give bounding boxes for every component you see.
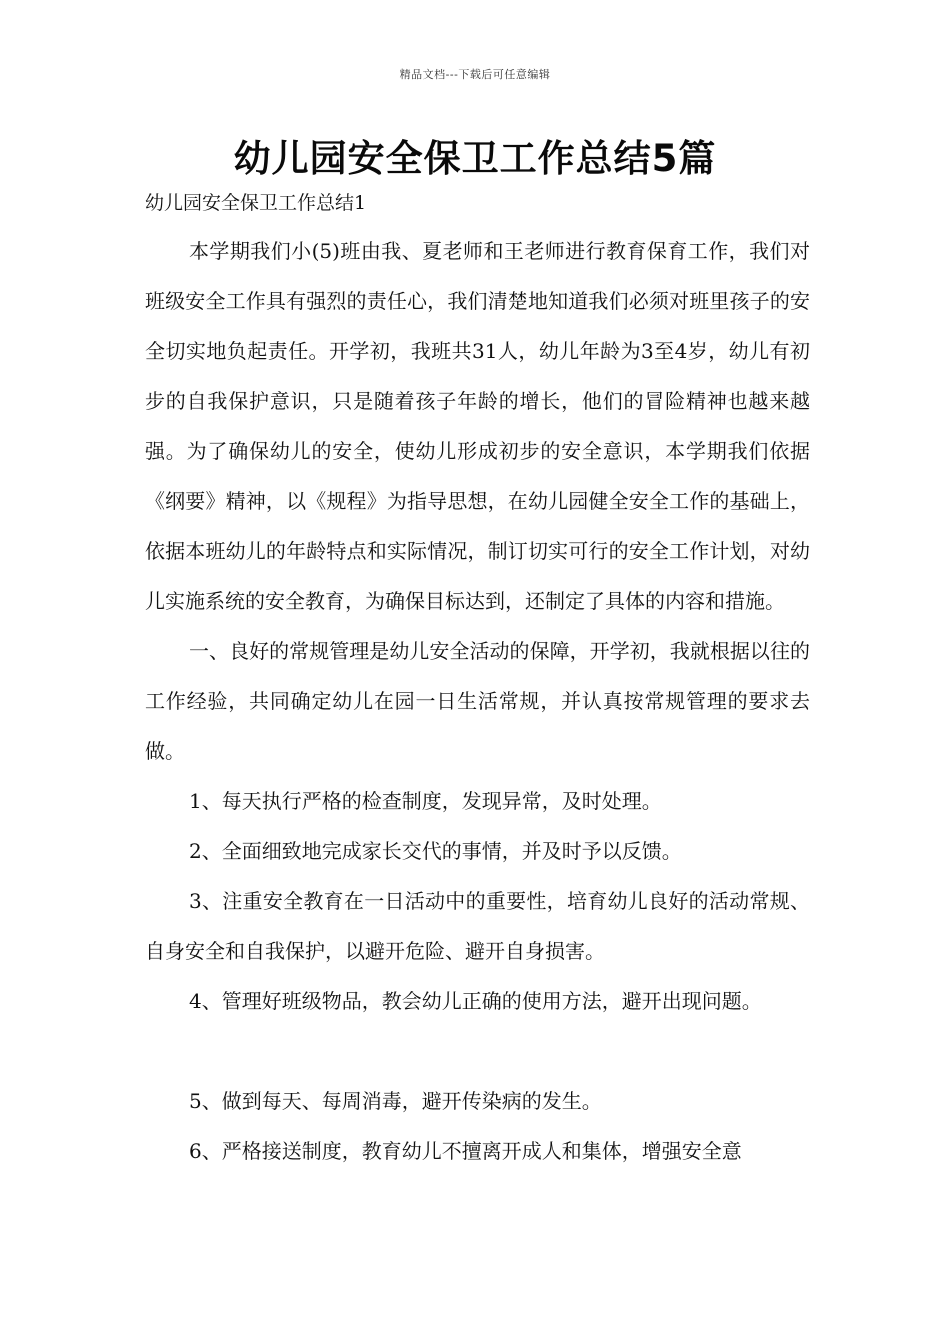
blank-line	[145, 1026, 810, 1076]
paragraph-intro: 本学期我们小(5)班由我、夏老师和王老师进行教育保育工作，我们对班级安全工作具有强烈的责任心，我们清楚地知道我们必须对班里孩子的安全切实地负起责任。开学初，我班共31人，幼儿年龄为3至4岁，幼儿有初步的自我保护意识，只是随着孩子年龄的增长，他们的冒险精神也越来越强。为了确保幼儿的安全，使幼儿形成初步的安全意识，本学期我们依据《纲要》精神，以《规程》为指导思想，在幼儿园健全安全工作的基础上，依据本班幼儿的年龄特点和实际情况，制订切实可行的安全工作计划，对幼儿实施系统的安全教育，为确保目标达到，还制定了具体的内容和措施。	[145, 239, 810, 613]
header-note: 精品文档---下载后可任意编辑	[399, 68, 551, 81]
section-title: 幼儿园安全保卫工作总结1	[145, 192, 367, 214]
document-body	[145, 226, 810, 1176]
paragraph-section-one: 一、良好的常规管理是幼儿安全活动的保障，开学初，我就根据以往的工作经验，共同确定幼儿在园一日生活常规，并认真按常规管理的要求去做。	[145, 639, 810, 763]
list-item-6: 6、严格接送制度，教育幼儿不擅离开成人和集体，增强安全意	[189, 1139, 742, 1163]
list-item-2: 2、全面细致地完成家长交代的事情，并及时予以反馈。	[189, 839, 682, 863]
document-title: 幼儿园安全保卫工作总结5篇	[233, 137, 717, 180]
list-item-1: 1、每天执行严格的检查制度，发现异常，及时处理。	[189, 789, 662, 813]
list-item-5: 5、做到每天、每周消毒，避开传染病的发生。	[189, 1089, 602, 1113]
list-item-3: 3、注重安全教育在一日活动中的重要性，培育幼儿良好的活动常规、自身安全和自我保护，以避开危险、避开自身损害。	[145, 889, 810, 963]
list-item-4: 4、管理好班级物品，教会幼儿正确的使用方法，避开出现问题。	[189, 989, 762, 1013]
